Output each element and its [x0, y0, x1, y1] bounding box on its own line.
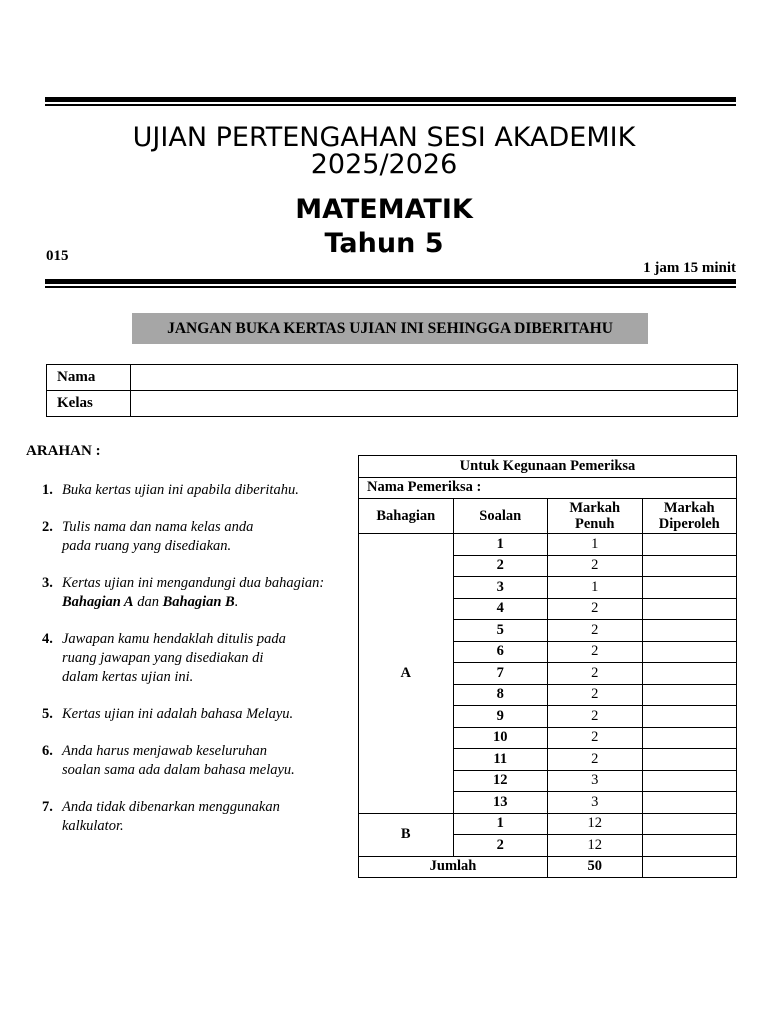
- year-title: Tahun 5: [324, 228, 444, 259]
- examiner-table: [358, 455, 737, 878]
- total-obtained-cell[interactable]: [642, 856, 737, 878]
- total-label: Jumlah: [359, 856, 548, 878]
- name-field[interactable]: [131, 365, 738, 391]
- obtained-marks-cell[interactable]: [642, 598, 737, 620]
- instruction-item: [42, 630, 352, 687]
- instruction-text: Tulis nama dan nama kelas anda pada ruang yang disediakan.: [62, 519, 254, 554]
- question-number: 1: [453, 813, 548, 835]
- instruction-item: [42, 798, 352, 836]
- total-row: [359, 856, 737, 878]
- question-number: 8: [453, 684, 548, 706]
- full-marks: 2: [548, 684, 643, 706]
- full-marks: 2: [548, 598, 643, 620]
- bottom-rule-thin: [45, 286, 736, 288]
- full-marks: 1: [548, 534, 643, 556]
- full-marks: 12: [548, 813, 643, 835]
- full-marks: 2: [548, 727, 643, 749]
- full-marks: 2: [548, 663, 643, 685]
- instruction-text: Anda harus menjawab keseluruhan soalan sama ada dalam bahasa melayu.: [62, 743, 295, 778]
- name-label: Nama: [47, 365, 131, 391]
- full-marks: 3: [548, 792, 643, 814]
- obtained-marks-cell[interactable]: [642, 534, 737, 556]
- table-title-row: [359, 456, 737, 478]
- table-row: [359, 813, 737, 835]
- part-a-label: Bahagian A: [62, 594, 134, 610]
- name-row: [47, 365, 738, 391]
- obtained-marks-cell[interactable]: [642, 727, 737, 749]
- class-label: Kelas: [47, 391, 131, 417]
- paper-code: 015: [46, 248, 69, 264]
- question-number: 2: [453, 555, 548, 577]
- obtained-marks-cell[interactable]: [642, 770, 737, 792]
- full-marks: 2: [548, 620, 643, 642]
- exam-title-line2: 2025/2026: [310, 149, 458, 180]
- subject-title: MATEMATIK: [295, 194, 473, 225]
- instruction-text: Kertas ujian ini mengandungi dua bahagian:: [62, 575, 325, 591]
- top-rule-thin: [45, 104, 736, 106]
- total-marks: 50: [548, 856, 643, 878]
- obtained-marks-cell[interactable]: [642, 835, 737, 857]
- period: .: [234, 594, 239, 610]
- instruction-number: 2.: [42, 519, 53, 535]
- instruction-number: 6.: [42, 743, 53, 759]
- full-marks: 3: [548, 770, 643, 792]
- question-number: 4: [453, 598, 548, 620]
- obtained-marks-cell[interactable]: [642, 555, 737, 577]
- full-marks: 2: [548, 555, 643, 577]
- full-marks: 2: [548, 706, 643, 728]
- instruction-number: 7.: [42, 799, 53, 815]
- section-a-label: A: [359, 534, 454, 814]
- question-number: 2: [453, 835, 548, 857]
- bottom-rule-thick: [45, 279, 736, 284]
- full-marks: 2: [548, 641, 643, 663]
- question-number: 12: [453, 770, 548, 792]
- obtained-marks-cell[interactable]: [642, 663, 737, 685]
- question-number: 1: [453, 534, 548, 556]
- section-b-label: B: [359, 813, 454, 856]
- exam-duration: 1 jam 15 minit: [643, 260, 736, 276]
- instruction-item: [42, 574, 352, 612]
- question-number: 11: [453, 749, 548, 771]
- obtained-marks-cell[interactable]: [642, 749, 737, 771]
- do-not-open-warning: JANGAN BUKA KERTAS UJIAN INI SEHINGGA DIBERITAHU: [132, 313, 648, 344]
- class-row: [47, 391, 738, 417]
- class-field[interactable]: [131, 391, 738, 417]
- obtained-marks-cell[interactable]: [642, 706, 737, 728]
- table-row: [359, 534, 737, 556]
- question-number: 7: [453, 663, 548, 685]
- instruction-number: 4.: [42, 631, 53, 647]
- table-title: Untuk Kegunaan Pemeriksa: [359, 456, 737, 478]
- examiner-row: [359, 477, 737, 499]
- column-header: Markah Penuh: [548, 499, 643, 534]
- exam-title-line1: UJIAN PERTENGAHAN SESI AKADEMIK: [132, 122, 636, 153]
- full-marks: 1: [548, 577, 643, 599]
- obtained-marks-cell[interactable]: [642, 684, 737, 706]
- obtained-marks-cell[interactable]: [642, 620, 737, 642]
- column-header: Markah Diperoleh: [642, 499, 737, 534]
- instruction-number: 5.: [42, 706, 53, 722]
- column-header: Soalan: [453, 499, 548, 534]
- top-rule-thick: [45, 97, 736, 102]
- question-number: 5: [453, 620, 548, 642]
- instruction-text: Buka kertas ujian ini apabila diberitahu.: [62, 482, 299, 498]
- question-number: 10: [453, 727, 548, 749]
- question-number: 3: [453, 577, 548, 599]
- instruction-item: [42, 518, 352, 556]
- header-row: [359, 499, 737, 534]
- instruction-text: Anda tidak dibenarkan menggunakan kalkulator.: [62, 799, 280, 834]
- instruction-item: [42, 705, 352, 724]
- instructions-heading: ARAHAN :: [26, 443, 101, 459]
- full-marks: 12: [548, 835, 643, 857]
- instructions-list: [42, 481, 352, 836]
- full-marks: 2: [548, 749, 643, 771]
- instruction-text: Kertas ujian ini adalah bahasa Melayu.: [62, 706, 294, 722]
- and-word: dan: [133, 594, 163, 610]
- question-number: 6: [453, 641, 548, 663]
- instruction-text: Jawapan kamu hendaklah ditulis pada ruang jawapan yang disediakan di dalam kertas ujian ini.: [62, 631, 286, 685]
- obtained-marks-cell[interactable]: [642, 792, 737, 814]
- part-b-label: Bahagian B: [162, 594, 235, 610]
- column-header: Bahagian: [359, 499, 454, 534]
- question-number: 13: [453, 792, 548, 814]
- instruction-number: 3.: [42, 575, 53, 591]
- instruction-number: 1.: [42, 482, 53, 498]
- student-info-table: [46, 364, 738, 417]
- obtained-marks-cell[interactable]: [642, 641, 737, 663]
- obtained-marks-cell[interactable]: [642, 813, 737, 835]
- obtained-marks-cell[interactable]: [642, 577, 737, 599]
- instruction-item: [42, 481, 352, 500]
- question-number: 9: [453, 706, 548, 728]
- instruction-item: [42, 742, 352, 780]
- examiner-name-label[interactable]: Nama Pemeriksa :: [359, 477, 737, 499]
